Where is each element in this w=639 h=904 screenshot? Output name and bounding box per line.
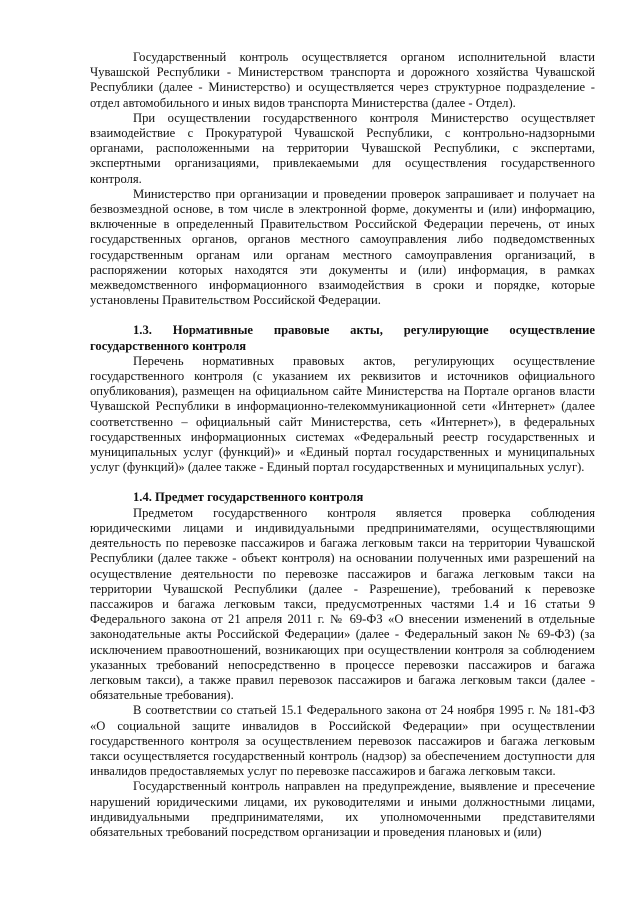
paragraph-state-control-authority: Государственный контроль осуществляется органом исполнительной власти Чувашской Республики - Министерством транспорта и дорожного хозяйства Чувашской Республики (далее - Министерство) и осуществляется через структурное подразделение - отдел автомобильного и иных видов транспорта Министерства (далее - Отдел).: [90, 50, 595, 110]
paragraph-disabled-accessibility: В соответствии со статьей 15.1 Федерального закона от 24 ноября 1995 г. № 181-ФЗ «О социальной защите инвалидов в Российской Федерации» при осуществлении государственного контроля за осуществлением перевозок пассажиров и багажа легковым такси осуществляется государственный контроль (надзор) за обеспечением доступности для инвалидов предоставляемых услуг по перевозке пассажиров и багажа легковым такси.: [90, 703, 595, 779]
paragraph-legal-acts-list: Перечень нормативных правовых актов, регулирующих осуществление государственного контроля (с указанием их реквизитов и источников официального опубликования), размещен на официальном сайте Министерства на Портале органов власти Чувашской Республики в информационно-телекоммуникационной сети «Интернет» (далее соответственно – официальный сайт Министерства, сеть «Интернет»), в федеральных государственных информационных системах «Федеральный реестр государственных и муниципальных услуг (функций)» и «Единый портал государственных и муниципальных услуг (функций)» (далее также - Единый портал государственных и муниципальных услуг).: [90, 353, 595, 475]
section-heading-1-3: 1.3. Нормативные правовые акты, регулирующие осуществление государственного контроля: [90, 323, 595, 353]
section-heading-1-4: 1.4. Предмет государственного контроля: [133, 490, 364, 505]
paragraph-subject-of-control: Предметом государственного контроля является проверка соблюдения юридическими лицами и индивидуальными предпринимателями, осуществляющими деятельность по перевозке пассажиров и багажа легковым такси на территории Чувашской Республики (далее также - объект контроля) на основании полученных ими разрешений на осуществление деятельности по перевозке пассажиров и багажа легковым такси на территории Чувашской Республики (далее - Разрешение), требований к перевозке пассажиров и багажа легковым такси, предусмотренных частями 1.4 и 16 статьи 9 Федерального закона от 21 апреля 2011 г. № 69-ФЗ «О внесении изменений в отдельные законодательные акты Российской Федерации» (далее - Федеральный закон № 69-ФЗ) (за исключением правоотношений, возникающих при осуществлении контроля за соблюдением указанных требований непосредственно в процессе перевозки пассажиров и багажа легковым такси), а также правил перевозок пассажиров и багажа легковым такси (далее - обязательные требования).: [90, 505, 595, 703]
paragraph-document-requests: Министерство при организации и проведении проверок запрашивает и получает на безвозмездной основе, в том числе в электронной форме, документы и (или) информацию, включенные в определенный Правительством Российской Федерации перечень, от иных государственных органов, органов местного самоуправления либо подведомственных государственным органам или органам местного самоуправления организаций, в распоряжении которых находятся эти документы и (или) информация, в рамках межведомственного информационного взаимодействия в сроки и порядке, которые установлены Правительством Российской Федерации.: [90, 186, 595, 308]
paragraph-interaction-with-authorities: При осуществлении государственного контроля Министерство осуществляет взаимодействие с Прокуратурой Чувашской Республики, с контрольно-надзорными органами, расположенными на территории Чувашской Республики, с экспертами, экспертными организациями, привлекаемыми для осуществления государственного контроля.: [90, 110, 595, 186]
document-body: [90, 50, 595, 840]
paragraph-control-aim: Государственный контроль направлен на предупреждение, выявление и пресечение нарушений юридическими лицами, их руководителями и иными должностными лицами, индивидуальными предпринимателями, их уполномоченными представителями обязательных требований посредством организации и проведения плановых и (или): [90, 779, 595, 839]
